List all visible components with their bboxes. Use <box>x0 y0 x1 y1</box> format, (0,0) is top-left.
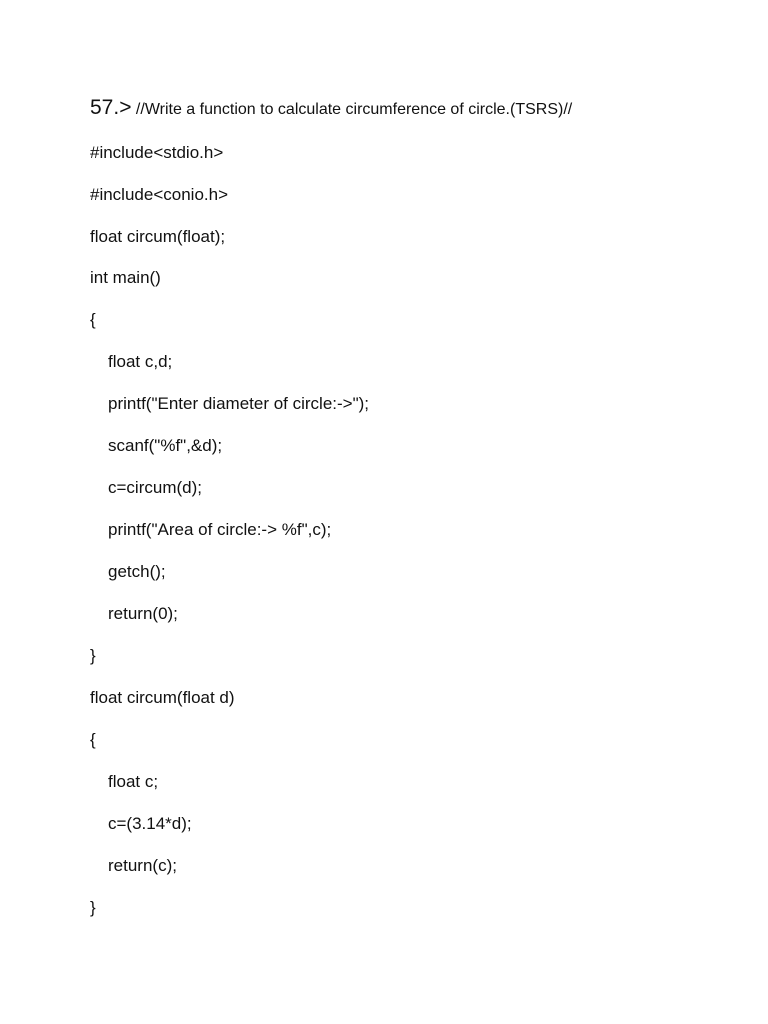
code-line: } <box>90 646 96 665</box>
code-line: #include<stdio.h> <box>90 143 224 162</box>
code-line: float c; <box>108 772 159 791</box>
code-line: #include<conio.h> <box>90 185 229 204</box>
code-line: scanf("%f",&d); <box>108 436 223 455</box>
program-comment: //Write a function to calculate circumference of circle.(TSRS)// <box>135 101 573 118</box>
code-line: int main() <box>90 268 161 287</box>
program-number: 57.> <box>90 96 132 119</box>
code-line: c=circum(d); <box>108 478 202 497</box>
code-line: { <box>90 730 96 749</box>
code-line: return(c); <box>108 856 177 875</box>
code-line: c=(3.14*d); <box>108 814 192 833</box>
code-line: float circum(float d) <box>90 688 235 707</box>
code-line: } <box>90 898 96 917</box>
code-line: printf("Enter diameter of circle:->"); <box>108 394 370 413</box>
code-line: float c,d; <box>108 352 173 371</box>
code-line: float circum(float); <box>90 227 226 246</box>
code-line: return(0); <box>108 604 178 623</box>
program-heading <box>90 96 572 122</box>
code-line: printf("Area of circle:-> %f",c); <box>108 520 332 539</box>
code-line: { <box>90 310 96 329</box>
code-line: getch(); <box>108 562 166 581</box>
